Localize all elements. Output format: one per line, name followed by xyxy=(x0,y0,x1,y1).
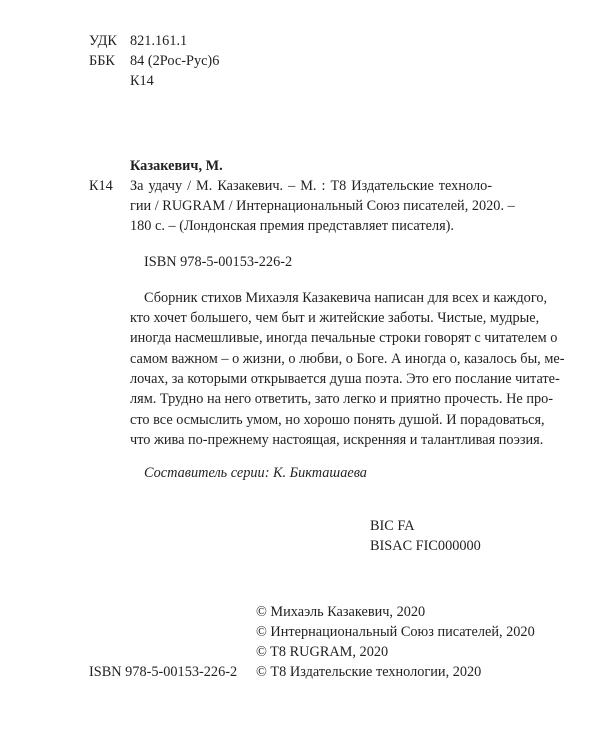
copyright-line: © Михаэль Казакевич, 2020 xyxy=(256,604,426,620)
description-line: 180 с. – (Лондонская премия представляет писателя). xyxy=(130,218,454,234)
bbk-label: ББК xyxy=(89,53,115,69)
footer-isbn: ISBN 978-5-00153-226-2 xyxy=(89,664,238,680)
annotation-line: лям. Трудно на него ответить, зато легко и приятно прочесть. Не про- xyxy=(130,391,554,407)
copyright-line: © Интернациональный Союз писателей, 2020 xyxy=(256,624,535,640)
annotation-line: кто хочет большего, чем быт и житейские заботы. Чистые, мудрые, xyxy=(130,310,540,326)
udk-value: 821.161.1 xyxy=(130,33,188,49)
author-sign: К14 xyxy=(89,178,113,194)
bbk-value: 84 (2Рос-Рус)6 xyxy=(130,53,220,69)
isbn: ISBN 978-5-00153-226-2 xyxy=(144,254,293,270)
annotation-line: лочах, за которыми открывается душа поэта. Это его послание читате- xyxy=(130,371,560,387)
author-sign-top: К14 xyxy=(130,73,154,89)
series-compiler: Составитель серии: К. Бикташаева xyxy=(144,465,367,481)
udk-label: УДК xyxy=(89,33,117,49)
annotation-line: иногда насмешливые, иногда печальные строки говорят с читателем о xyxy=(130,330,558,346)
description-line: гии / RUGRAM / Интернациональный Союз писателей, 2020. – xyxy=(130,198,515,214)
copyright-line: © Т8 Издательские технологии, 2020 xyxy=(256,664,482,680)
author-heading: Казакевич, М. xyxy=(130,158,223,174)
annotation-line: что жива по-прежнему настоящая, искренняя и талантливая поэзия. xyxy=(130,432,544,448)
description-line: За удачу / М. Казакевич. – М. : Т8 Издательские техноло- xyxy=(130,178,492,194)
annotation-line: сто все осмыслить умом, но хорошо понять душой. И порадоваться, xyxy=(130,412,545,428)
annotation-line: Сборник стихов Михаэля Казакевича написан для всех и каждого, xyxy=(144,290,548,306)
bisac-code: BISAC FIC000000 xyxy=(370,538,481,554)
annotation-line: самом важном – о жизни, о любви, о Боге. А иногда о, казалось бы, ме- xyxy=(130,351,565,367)
bic-code: BIC FA xyxy=(370,518,415,534)
copyright-line: © T8 RUGRAM, 2020 xyxy=(256,644,389,660)
